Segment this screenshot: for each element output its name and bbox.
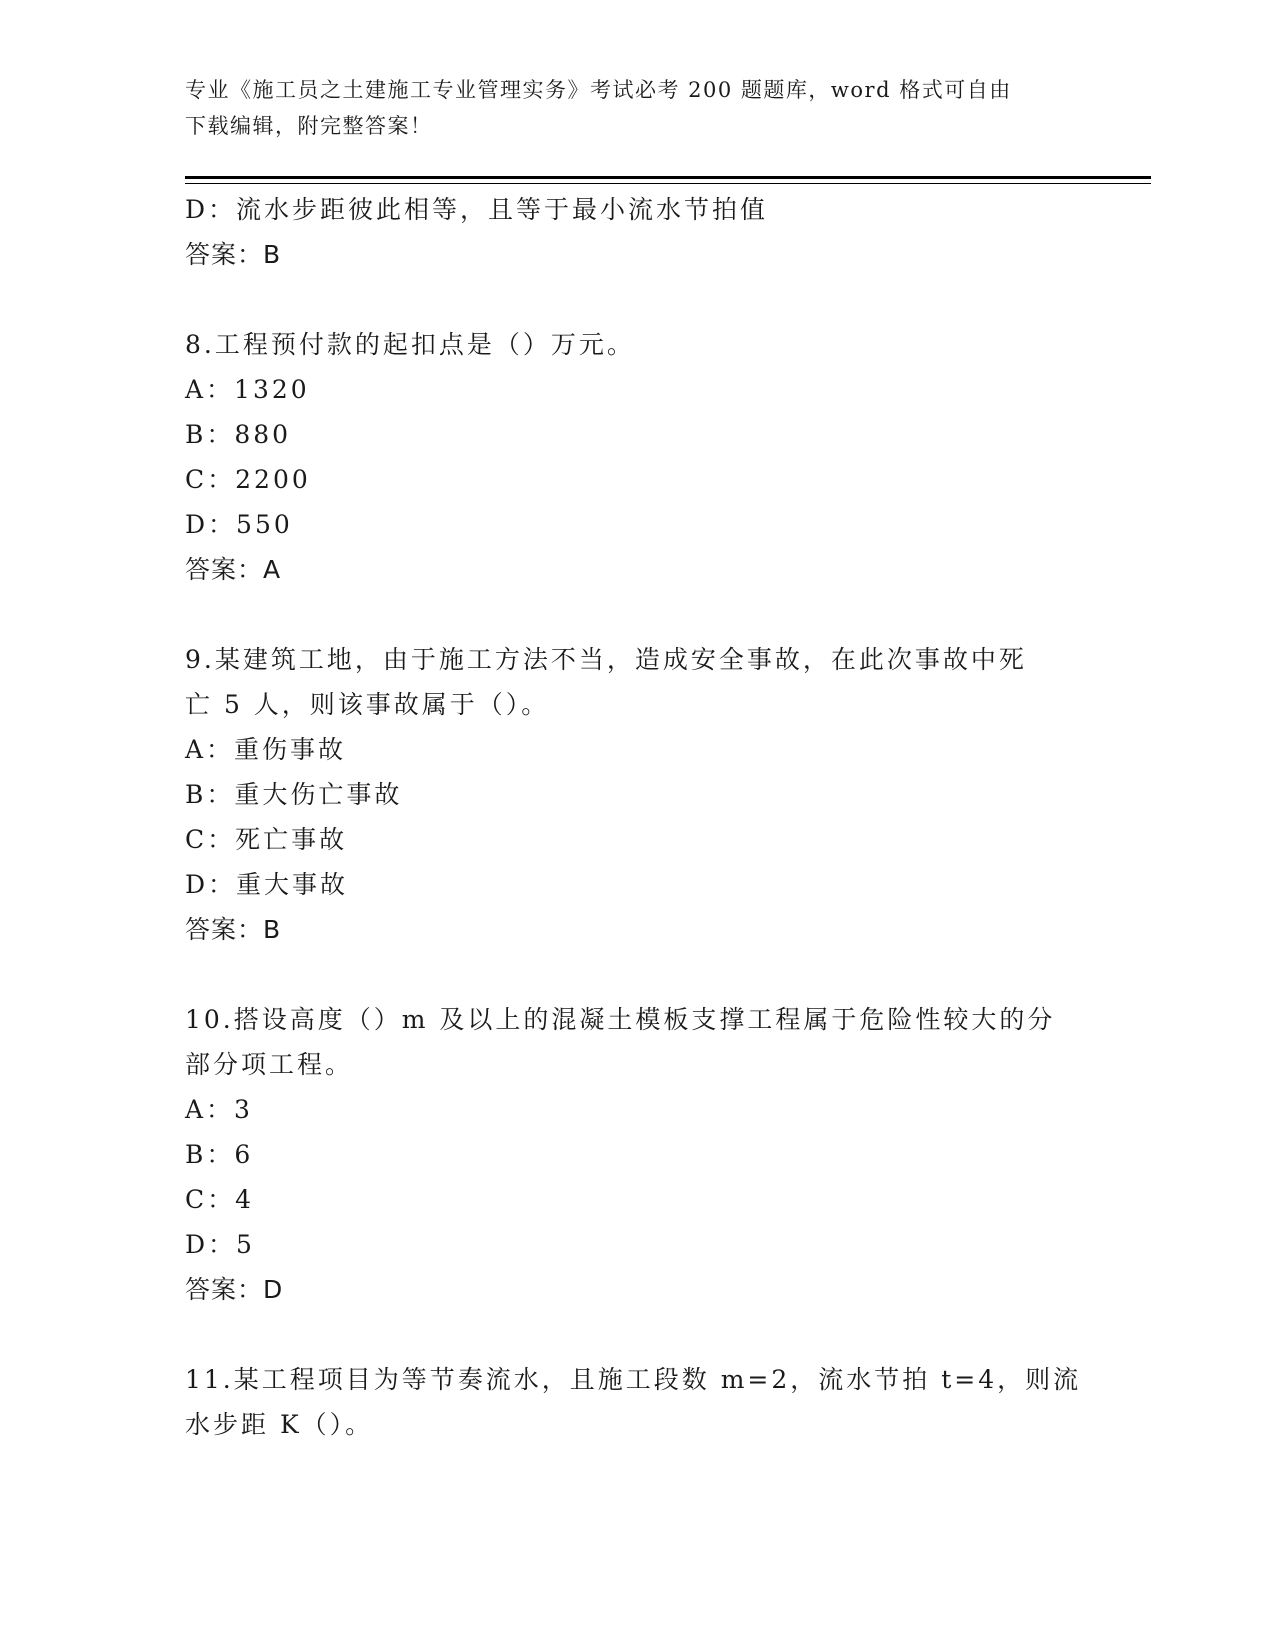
- question-10: [185, 997, 1065, 1312]
- header-line-2: 下载编辑，附完整答案！: [185, 114, 433, 138]
- spacer: [185, 1312, 1065, 1357]
- answer-line: 答案：A: [185, 555, 282, 584]
- header-rule-thin: [185, 183, 1151, 184]
- answer-line: 答案：B: [185, 915, 282, 944]
- spacer: [185, 592, 1065, 637]
- question-8: [185, 322, 1065, 592]
- option-d: D：流水步距彼此相等，且等于最小流水节拍值: [185, 195, 769, 224]
- option-c: C：4: [185, 1185, 255, 1214]
- option-d: D：5: [185, 1230, 255, 1259]
- question-stem: 9.某建筑工地，由于施工方法不当，造成安全事故，在此次事故中死: [185, 645, 1027, 674]
- option-c: C：2200: [185, 465, 311, 494]
- header-rule-thick: [185, 176, 1151, 179]
- question-stem: 10.搭设高度（）m 及以上的混凝土模板支撑工程属于危险性较大的分: [185, 1005, 1056, 1034]
- question-list: [185, 187, 1082, 1447]
- question-stem: 8.工程预付款的起扣点是（）万元。: [185, 330, 635, 359]
- option-a: A：重伤事故: [185, 735, 347, 764]
- answer-line: 答案：D: [185, 1275, 284, 1304]
- document-header: [185, 72, 1065, 144]
- option-a: A：1320: [185, 375, 310, 404]
- question-11: [185, 1357, 1082, 1447]
- option-d: D：550: [185, 510, 293, 539]
- question-9: [185, 637, 1065, 952]
- spacer: [185, 952, 1065, 997]
- question-stem-continued: 部分项工程。: [185, 1050, 354, 1079]
- question-stem: 11.某工程项目为等节奏流水，且施工段数 m=2，流水节拍 t=4，则流: [185, 1365, 1082, 1394]
- option-d: D：重大事故: [185, 870, 349, 899]
- spacer: [185, 277, 1065, 322]
- option-b: B：6: [185, 1140, 254, 1169]
- header-line-1: 专业《施工员之土建施工专业管理实务》考试必考 200 题题库，word 格式可自由: [185, 78, 1012, 102]
- option-b: B：重大伤亡事故: [185, 780, 403, 809]
- option-a: A：3: [185, 1095, 253, 1124]
- option-b: B：880: [185, 420, 292, 449]
- answer-line: 答案：B: [185, 240, 282, 269]
- option-c: C：死亡事故: [185, 825, 348, 854]
- question-stem-continued: 亡 5 人，则该事故属于（）。: [185, 690, 550, 719]
- question-stem-continued: 水步距 K（）。: [185, 1410, 374, 1439]
